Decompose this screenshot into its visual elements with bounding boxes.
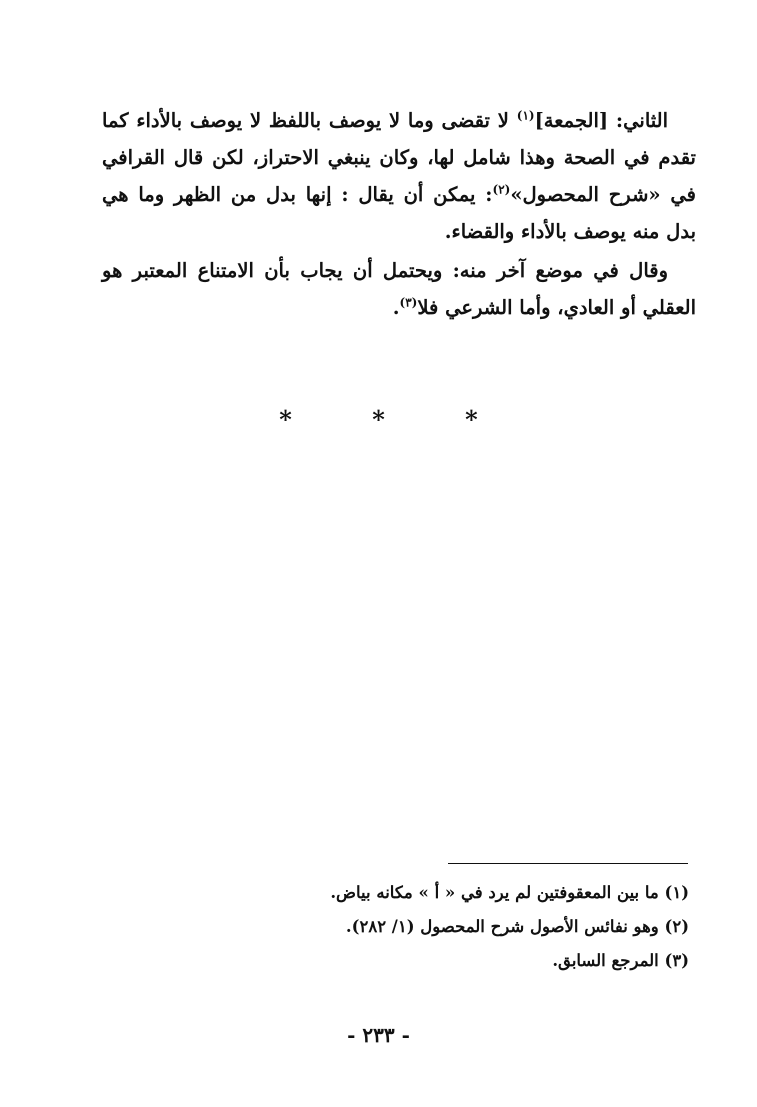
section-separator bbox=[0, 405, 757, 435]
separator-star-icon: * bbox=[465, 405, 478, 434]
paragraph-1-part-2: لا تقضى وما لا يوصف باللفظ لا يوصف بالأداء كما تقدم في الصحة وهذا شامل لها، وكان ينبغي الاحتراز، لكن قال القرافي في «شرح المحصول» bbox=[102, 109, 696, 206]
paragraph-1-part-3: : يمكن أن يقال : إنها بدل من الظهر وما هي بدل منه يوصف بالأداء والقضاء. bbox=[102, 183, 696, 243]
footnote-ref-1: (١) bbox=[516, 108, 535, 123]
paragraph-1 bbox=[102, 102, 696, 250]
page-number: - ٢٣٣ - bbox=[347, 1023, 410, 1047]
paragraph-1-part-1: الثاني: [الجمعة] bbox=[534, 109, 668, 132]
main-text bbox=[102, 102, 696, 326]
footnote-ref-2: (٢) bbox=[492, 182, 511, 197]
footnotes bbox=[289, 876, 689, 978]
footnote-1: (١) ما بين المعقوفتين لم يرد في « أ » مكانه بياض. bbox=[330, 883, 689, 902]
footnote-2: (٢) وهو نفائس الأصول شرح المحصول (١/ ٢٨٢). bbox=[345, 917, 689, 936]
paragraph-2-part-1: وقال في موضع آخر منه: ويحتمل أن يجاب بأن الامتناع المعتبر هو العقلي أو العادي، وأما الشرعي فلا bbox=[102, 259, 696, 319]
footnote-ref-3: (٣) bbox=[399, 295, 418, 310]
paragraph-2-part-2: . bbox=[392, 296, 400, 319]
separator-star-icon: * bbox=[372, 405, 385, 434]
footnote-3: (٣) المرجع السابق. bbox=[552, 951, 689, 970]
footnote-divider bbox=[448, 863, 688, 864]
separator-star-icon: * bbox=[279, 405, 292, 434]
paragraph-2 bbox=[102, 252, 696, 326]
